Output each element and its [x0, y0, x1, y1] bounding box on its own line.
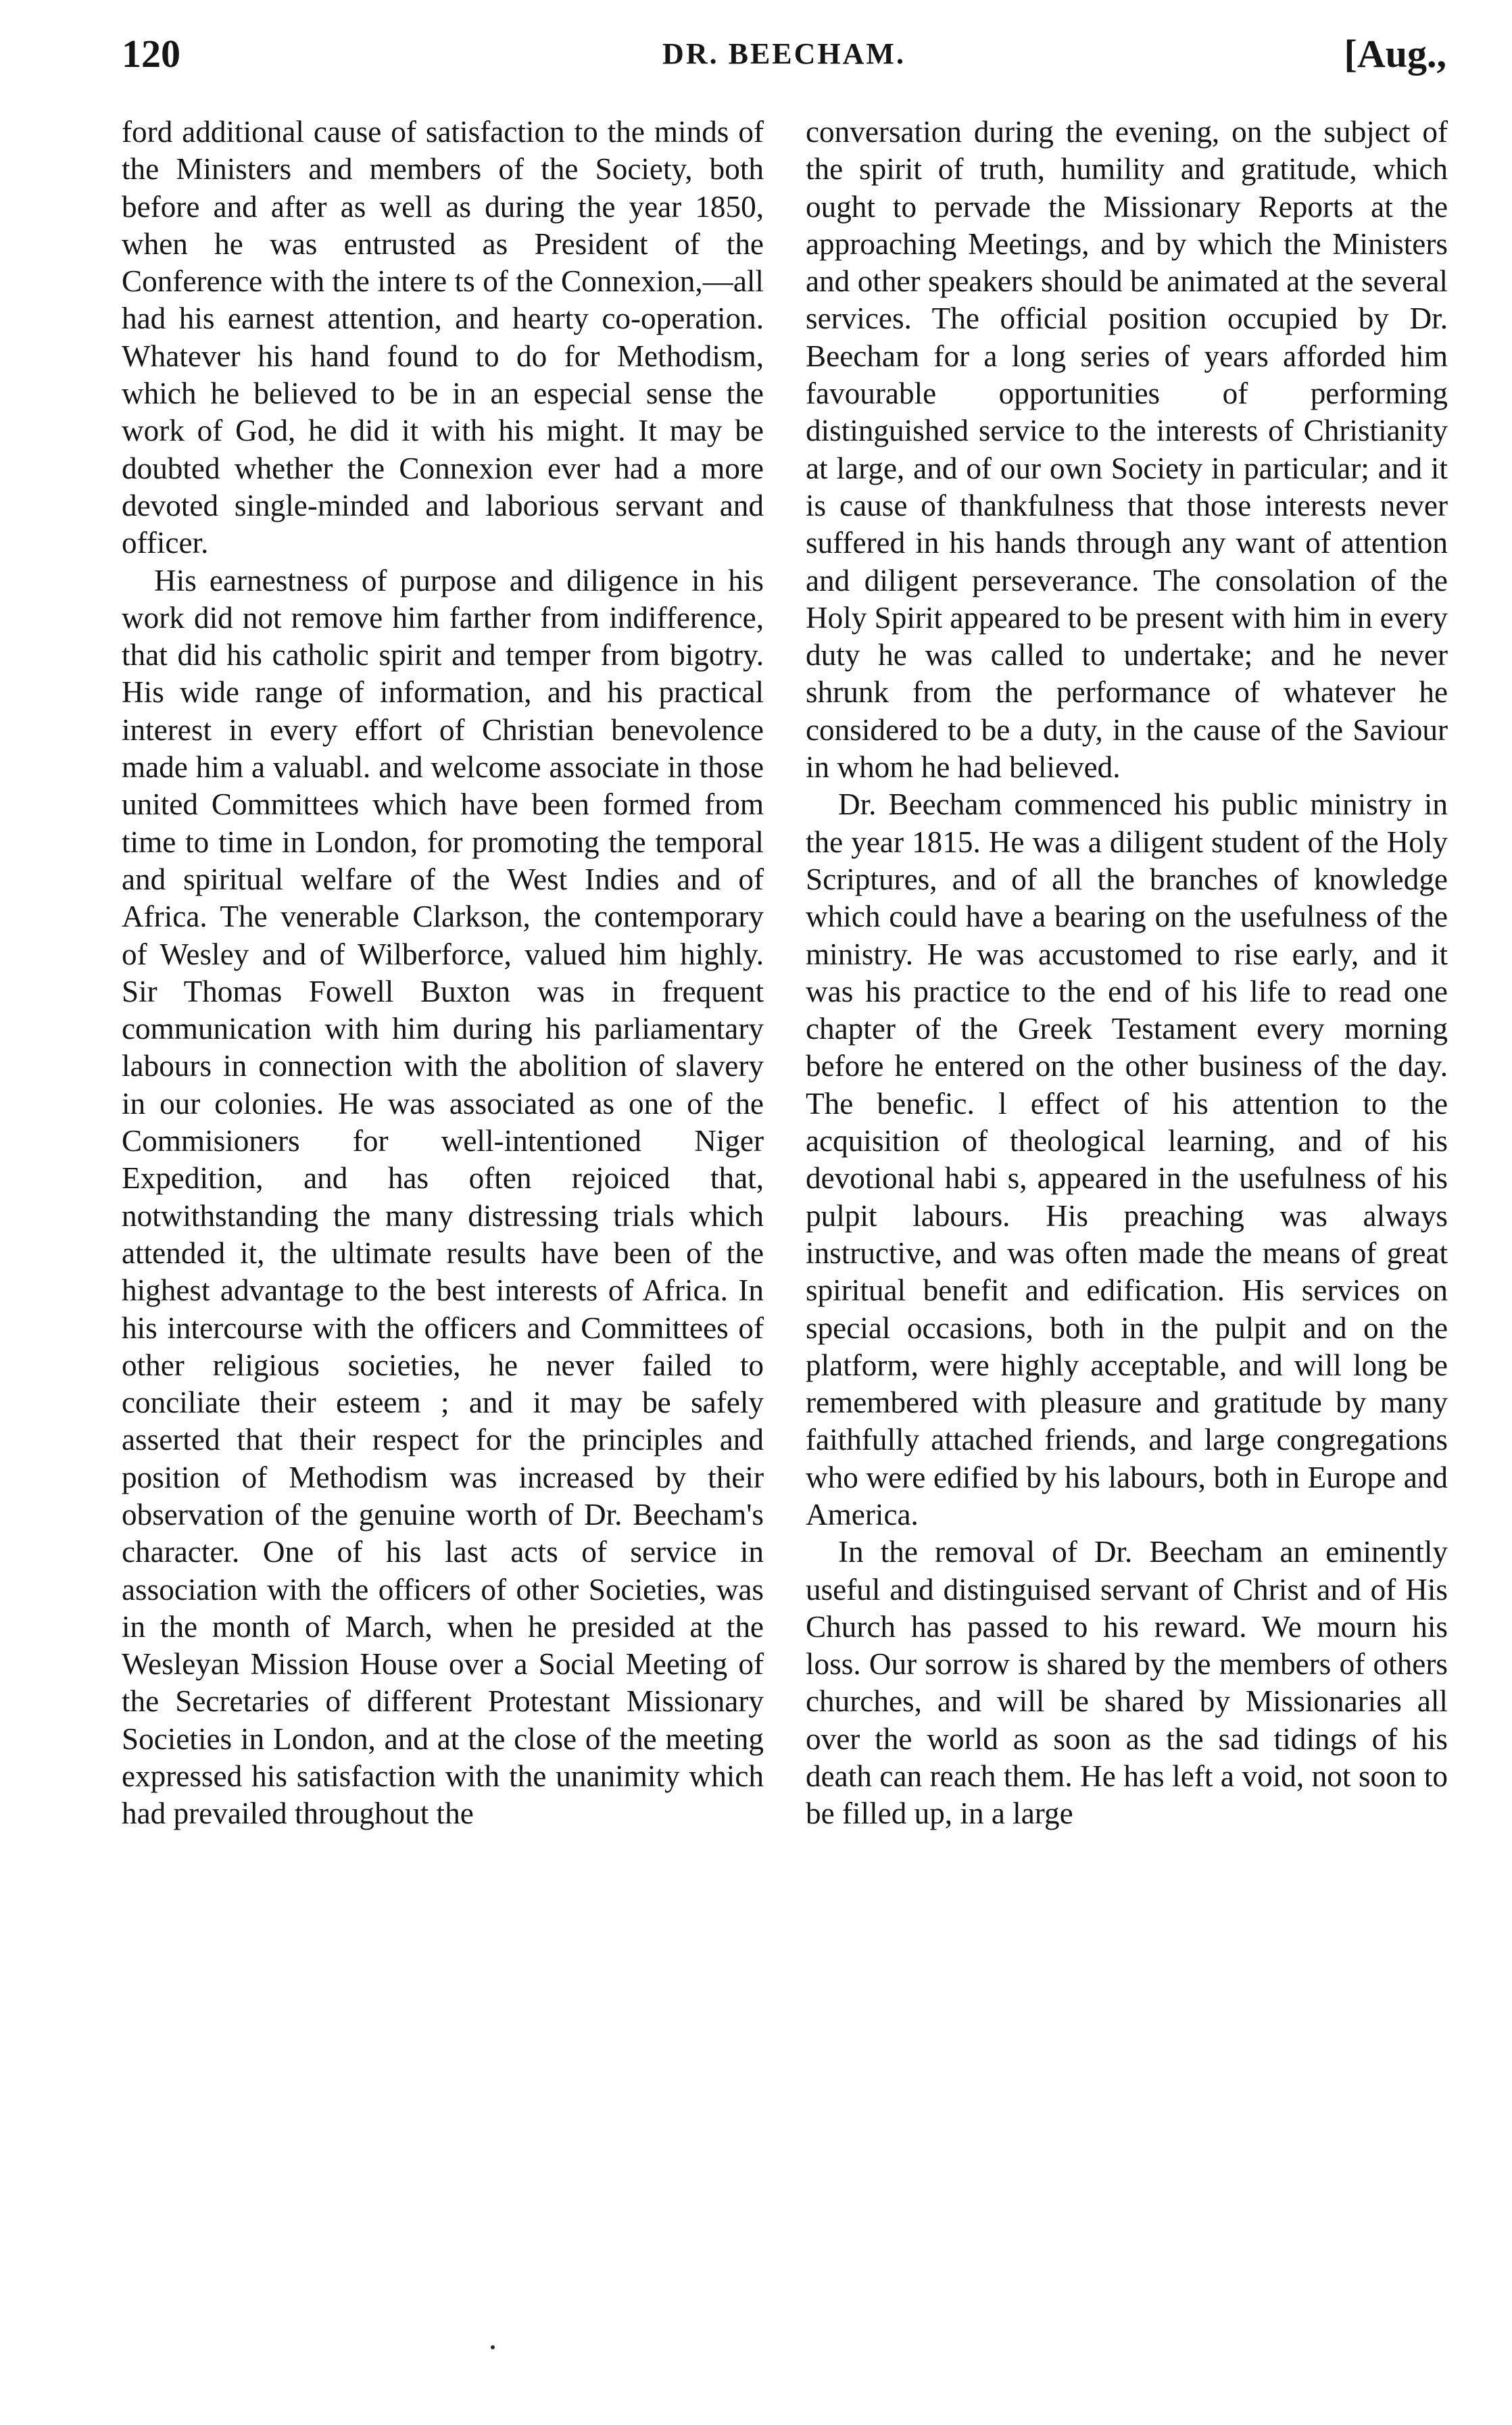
paragraph: conversation during the evening, on the subject of the spirit of truth, humility and gratitude, which ought to pervade the Missionary Reports at the approaching Meetings, and by which the Ministers and other speakers should be animated at the several services. The official position occupied by Dr. Beecham for a long series of years afforded him favourable opportunities of performing distinguished service to the interests of Christianity at large, and of our own Society in particular; and it is cause of thankfulness that those interests never suffered in his hands through any want of attention and diligent perseverance. The consolation of the Holy Spirit appeared to be present with him in every duty he was called to undertake; and he never shrunk from the performance of whatever he considered to be a duty, in the cause of the Saviour in whom he had believed. [806, 115, 1448, 785]
paragraph: ford additional cause of satisfaction to the minds of the Ministers and members of the Society, both before and after as well as during the year 1850, when he was entrusted as President of the Conference with the intere ts of the Connexion,—all had his earnest attention, and hearty co-operation. Whatever his hand found to do for Methodism, which he believed to be in an especial sense the work of God, he did it with his might. It may be doubted whether the Connexion ever had a more devoted single-minded and laborious servant and officer. [122, 115, 764, 560]
running-title: DR. BEECHAM. [662, 37, 906, 70]
paragraph: His earnestness of purpose and diligence in his work did not remove him farther from indifference, that did his catholic spirit and temper from bigotry. His wide range of information, and his practical interest in every effort of Christian benevolence made him a valuabl. and welcome associate in those united Committees which have been formed from time to time in London, for promoting the temporal and spiritual welfare of the West Indies and of Africa. The venerable Clarkson, the contemporary of Wesley and of Wilberforce, valued him highly. Sir Thomas Fowell Buxton was in frequent communication with him during his parliamentary labours in connection with the abolition of slavery in our colonies. He was associated as one of the Commisioners for well-intentioned Niger Expedition, and has often rejoiced that, notwithstanding the many distressing trials which attended it, the ultimate results have been of the highest advantage to the best interests of Africa. In his intercourse with the officers and Committees of other religious societies, he never failed to conciliate their esteem ; and it may be safely asserted that their respect for the principles and position of Methodism was increased by their observation of the genuine worth of Dr. Beecham's character. One of his last acts of service in association with the officers of other Societies, was in the month of March, when he presided at the Wesleyan Mission House over a Social Meeting of the Secretaries of different Protestant Missionary Societies in London, and at the close of the meeting expressed his satisfaction with the unanimity which had prevailed throughout the [122, 563, 764, 1831]
paragraph: In the removal of Dr. Beecham an eminently useful and distinguised servant of Christ and of His Church has passed to his reward. We mourn his loss. Our sorrow is shared by the members of others churches, and will be shared by Missionaries all over the world as soon as the sad tidings of his death can reach them. He has left a void, not soon to be filled up, in a large [806, 1535, 1448, 1831]
page-number: 120 [122, 32, 180, 76]
left-column [122, 114, 764, 1833]
right-column [806, 114, 1448, 1833]
running-date: [Aug., [1344, 32, 1446, 76]
ink-speck [491, 2345, 495, 2349]
running-head [122, 27, 1446, 81]
paragraph: Dr. Beecham commenced his public ministry in the year 1815. He was a diligent student of the Holy Scriptures, and of all the branches of knowledge which could have a bearing on the usefulness of the ministry. He was accustomed to rise early, and it was his practice to the end of his life to read one chapter of the Greek Testament every morning before he entered on the other business of the day. The benefic. l effect of his attention to the acquisition of theological learning, and of his devotional habi s, appeared in the usefulness of his pulpit labours. His preaching was always instructive, and was often made the means of great spiritual benefit and edification. His services on special occasions, both in the pulpit and on the platform, were highly acceptable, and will long be remembered with pleasure and gratitude by many faithfully attached friends, and large congregations who were edified by his labours, both in Europe and America. [806, 787, 1448, 1532]
